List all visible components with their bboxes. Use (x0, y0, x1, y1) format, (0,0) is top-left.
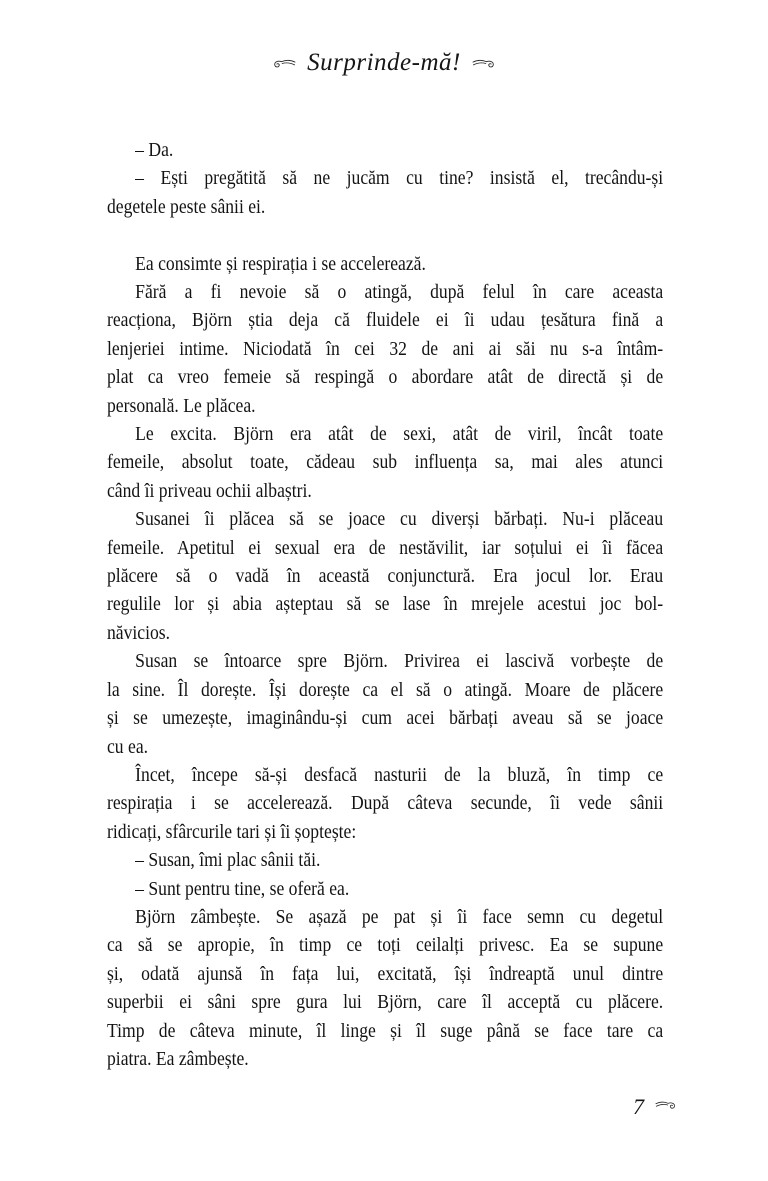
flourish-left-icon (272, 57, 296, 70)
paragraph (107, 164, 663, 221)
text-line: degetele peste sânii ei. (107, 195, 266, 218)
text-line: când îi priveau ochii albaștri. (107, 479, 312, 502)
text-line: – Susan, îmi plac sânii tăi. (135, 849, 321, 872)
text-line: Le excita. Björn era atât de sexi, atât de viril, încât toate (135, 423, 664, 446)
paragraph (107, 761, 663, 846)
text-line: femeile, absolut toate, cădeau sub influența sa, mai ales atunci (107, 451, 664, 474)
text-line: lenjeriei intime. Niciodată în cei 32 de ani ai săi nu s-a întâm- (107, 337, 664, 360)
text-line: femeile. Apetitul ei sexual era de nestăvilit, iar soțului ei îi făcea (107, 536, 664, 559)
flourish-right-icon (655, 1099, 677, 1111)
paragraph (107, 278, 663, 420)
paragraph (107, 647, 663, 761)
text-line: piatra. Ea zâmbește. (107, 1047, 249, 1070)
paragraph (107, 420, 663, 505)
paragraph (107, 250, 663, 278)
text-line: ridicați, sfârcurile tari și îi șoptește: (107, 820, 357, 843)
text-line: Ea consimte și respirația i se accelerează. (135, 252, 426, 275)
text-line: Timp de câteva minute, îl linge și îl suge până se face tare ca (107, 1019, 664, 1042)
text-line: plat ca vreo femeie să respingă o abordare atât de directă și de (107, 366, 664, 389)
text-line: Björn zâmbește. Se așază pe pat și îi face semn cu degetul (135, 905, 664, 928)
chapter-header (0, 48, 768, 78)
text-line: și se umezește, imaginându-și cum acei bărbați aveau să se joace (107, 707, 664, 730)
text-line: – Sunt pentru tine, se oferă ea. (135, 877, 350, 900)
page-number-row (107, 1094, 677, 1120)
flourish-right-icon (472, 57, 496, 70)
text-line: la sine. Îl dorește. Își dorește ca el să o atingă. Moare de plăcere (107, 678, 664, 701)
text-line: – Da. (135, 139, 174, 161)
text-line: și, odată ajunsă în fața lui, excitată, își îndreaptă unul dintre (107, 962, 664, 985)
text-line: regulile lor și abia așteptau să se lase în mrejele acestui joc bol- (107, 593, 664, 616)
text-line: reacționa, Björn știa deja că fluidele ei îi udau țesătura fină a (107, 309, 664, 332)
text-line: năvicios. (107, 621, 171, 644)
paragraph (107, 875, 663, 903)
text-line: cu ea. (107, 735, 149, 758)
page-body (107, 136, 663, 1073)
paragraph (107, 846, 663, 874)
text-line: plăcere să o vadă în această conjunctură. Era jocul lor. Erau (107, 565, 664, 588)
text-line: Încet, începe să-și desfacă nasturii de la bluză, în timp ce (135, 763, 664, 786)
paragraph (107, 136, 663, 164)
page-number: 7 (633, 1094, 644, 1119)
paragraph (107, 903, 663, 1073)
text-line: superbii ei sâni spre gura lui Björn, care îl acceptă cu plăcere. (107, 991, 664, 1014)
text-line: Fără a fi nevoie să o atingă, după felul în care aceasta (135, 281, 664, 304)
text-line: personală. Le plăcea. (107, 394, 256, 417)
text-line: respirația i se accelerează. După câteva secunde, îi vede sânii (107, 792, 664, 815)
page-title: Surprinde-mă! (307, 49, 461, 76)
text-line: ca să se apropie, în timp ce toți ceilalți privesc. Ea se supune (107, 934, 664, 957)
text-line: Susan se întoarce spre Björn. Privirea ei lascivă vorbește de (135, 650, 664, 673)
text-line: Susanei îi plăcea să se joace cu diverși bărbați. Nu-i plăceau (135, 508, 664, 531)
paragraph (107, 505, 663, 647)
text-line: – Ești pregătită să ne jucăm cu tine? insistă el, trecându-și (135, 167, 664, 190)
